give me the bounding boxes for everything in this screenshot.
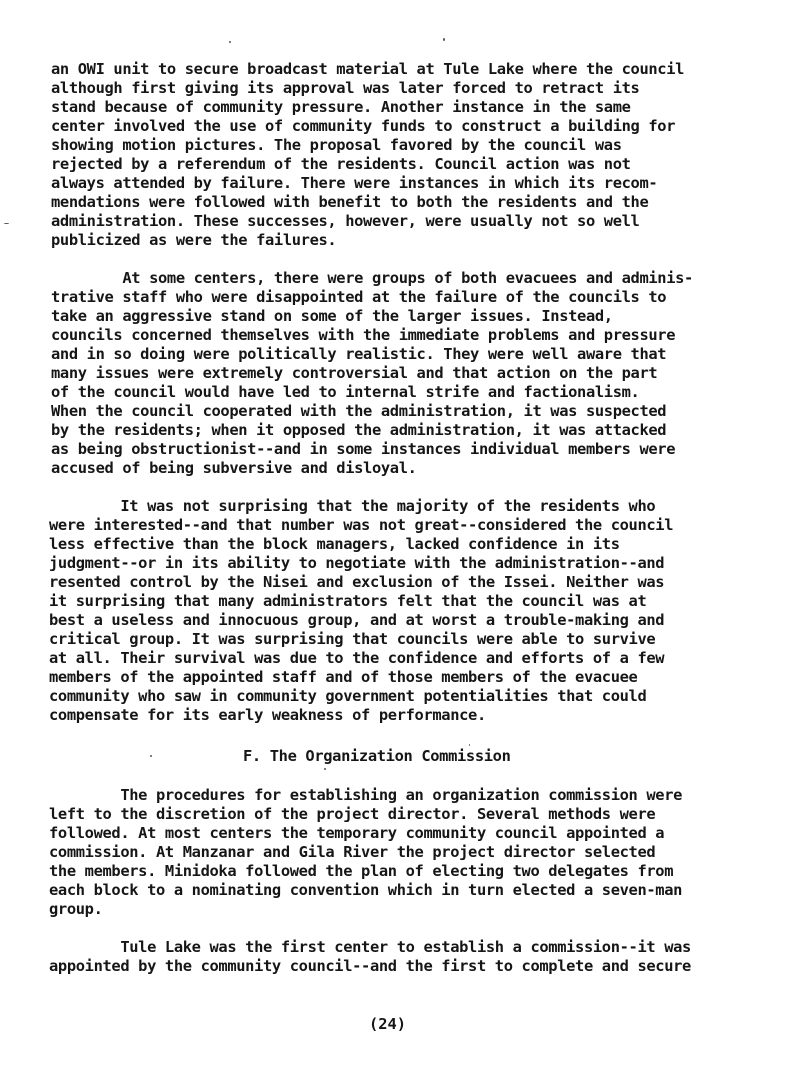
paragraph-3-line-12: compensate for its early weakness of performance. [49, 706, 486, 724]
paragraph-3-line-2: were interested--and that number was not great--considered the council [49, 516, 674, 534]
paragraph-2-line-3: take an aggressive stand on some of the larger issues. Instead, [51, 307, 613, 325]
paragraph-3-line-11: community who saw in community government potentialities that could [49, 687, 647, 705]
paragraph-1-line-9: administration. These successes, however, were usually not so well [51, 212, 640, 230]
paragraph-3-line-3: less effective than the block managers, lacked confidence in its [49, 535, 620, 553]
paragraph-3-line-9: at all. Their survival was due to the confidence and efforts of a few [49, 649, 665, 667]
scan-speck [150, 755, 152, 757]
paragraph-4-line-6: each block to a nominating convention which in turn elected a seven-man [49, 881, 683, 899]
paragraph-3-line-7: best a useless and innocuous group, and at worst a trouble-making and [49, 611, 665, 629]
section-heading: F. The Organization Commission [243, 747, 511, 765]
paragraph-2-line-9: by the residents; when it opposed the administration, it was attacked [51, 421, 667, 439]
paragraph-4-line-4: commission. At Manzanar and Gila River the project director selected [49, 843, 656, 861]
paragraph-2-line-1: At some centers, there were groups of both evacuees and adminis- [51, 269, 693, 287]
paragraph-2-line-4: councils concerned themselves with the immediate problems and pressure [51, 326, 676, 344]
paragraph-4-line-1: The procedures for establishing an organization commission were [49, 786, 683, 804]
paragraph-1-line-1: an OWI unit to secure broadcast material at Tule Lake where the council [51, 60, 685, 78]
paragraph-1-line-3: stand because of community pressure. Another instance in the same [51, 98, 631, 116]
paragraph-1-line-8: mendations were followed with benefit to both the residents and the [51, 193, 649, 211]
paragraph-4-line-5: the members. Minidoka followed the plan of electing two delegates from [49, 862, 674, 880]
paragraph-1-line-4: center involved the use of community funds to construct a building for [51, 117, 676, 135]
paragraph-1-line-5: showing motion pictures. The proposal favored by the council was [51, 136, 622, 154]
paragraph-3-line-4: judgment--or in its ability to negotiate with the administration--and [49, 554, 665, 572]
paragraph-5-line-1: Tule Lake was the first center to establish a commission--it was [49, 938, 691, 956]
paragraph-2-line-8: When the council cooperated with the administration, it was suspected [51, 402, 667, 420]
paragraph-2-line-11: accused of being subversive and disloyal. [51, 459, 417, 477]
paragraph-2-line-2: trative staff who were disappointed at the failure of the councils to [51, 288, 667, 306]
scan-speck [324, 768, 326, 770]
paragraph-4-line-7: group. [49, 900, 103, 918]
paragraph-5-line-2: appointed by the community council--and the first to complete and secure [49, 957, 691, 975]
paragraph-1-line-2: although first giving its approval was later forced to retract its [51, 79, 640, 97]
paragraph-4-line-3: followed. At most centers the temporary community council appointed a [49, 824, 665, 842]
page-number: (24) [369, 1015, 407, 1033]
paragraph-2-line-10: as being obstructionist--and in some instances individual members were [51, 440, 676, 458]
paragraph-3-line-1: It was not surprising that the majority of the residents who [49, 497, 656, 515]
paragraph-1-line-6: rejected by a referendum of the residents. Council action was not [51, 155, 631, 173]
scan-speck [229, 41, 231, 43]
paragraph-2-line-7: of the council would have led to internal strife and factionalism. [51, 383, 640, 401]
paragraph-2-line-6: many issues were extremely controversial and that action on the part [51, 364, 658, 382]
paragraph-1-line-10: publicized as were the failures. [51, 231, 337, 249]
scan-speck [443, 38, 445, 41]
paragraph-3-line-8: critical group. It was surprising that councils were able to survive [49, 630, 656, 648]
paragraph-3-line-5: resented control by the Nisei and exclusion of the Issei. Neither was [49, 573, 665, 591]
paragraph-2-line-5: and in so doing were politically realistic. They were well aware that [51, 345, 667, 363]
paragraph-3-line-6: it surprising that many administrators felt that the council was at [49, 592, 647, 610]
scan-speck [4, 223, 9, 224]
paragraph-4-line-2: left to the discretion of the project director. Several methods were [49, 805, 656, 823]
paragraph-3-line-10: members of the appointed staff and of those members of the evacuee [49, 668, 638, 686]
paragraph-1-line-7: always attended by failure. There were instances in which its recom- [51, 174, 658, 192]
scan-speck [469, 744, 470, 746]
